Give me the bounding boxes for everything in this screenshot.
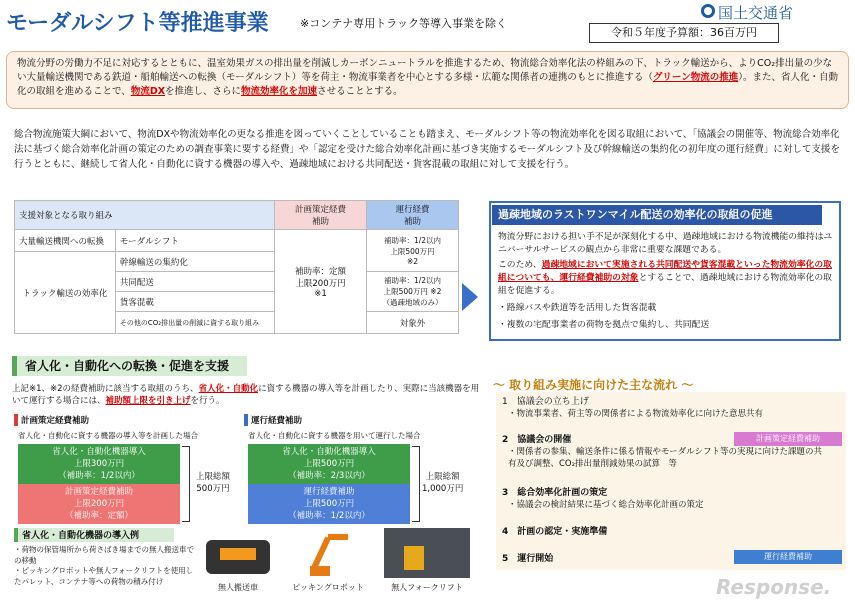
- table-header-target: 支援対象となる取り組み: [15, 201, 275, 230]
- forklift-image: [384, 528, 470, 578]
- last-mile-text: とすることで、過疎地域における物流効率化の取組を促進する。: [498, 273, 832, 296]
- last-mile-p1: 物流分野における担い手不足が深刻化する中、過疎地域における物流機能の維持はユニバーサルサービスの観点から非常に重要な課題である。: [498, 232, 833, 255]
- caption-agv: 無人搬送車: [218, 583, 258, 592]
- flow-step-1-desc: ・物流事業者、荷主等の関係者による物流効率化に向けた意思共有: [508, 409, 764, 419]
- flow-step-1: 1 協議会の立ち上げ: [502, 397, 589, 407]
- plan-total: 上限総額 500万円: [196, 472, 231, 494]
- example-item: ・荷物の保管場所から荷さばき場までの無人搬送車での移動: [14, 545, 194, 565]
- intro-green: グリーン物流の推進: [652, 72, 739, 83]
- table-cell: モーダルシフト: [115, 230, 274, 252]
- last-mile-red: 過疎地域において実施される共同配送や貨客混載といった物流効率化の取組についても、運行経費補助の対象: [498, 260, 832, 283]
- table-cell: その他のCO₂排出量の削減に資する取り組み: [115, 312, 274, 334]
- table-cell: 共同配送: [115, 272, 274, 292]
- op-desc: 省人化・自動化に資する機器を用いて運行した場合: [248, 431, 421, 440]
- plan-green-box: 省人化・自動化機器導入 上限300万円 （補助率：1/2以内）: [18, 444, 180, 484]
- op-green-box: 省人化・自動化機器導入 上限500万円 （補助率：2/3以内）: [248, 444, 410, 484]
- op-blue-box: 運行経費補助 上限500万円 （補助率：1/2以内）: [248, 484, 410, 524]
- caption-forklift: 無人フォークリフト: [391, 583, 463, 592]
- flow-step-5: 5 運行開始: [502, 554, 554, 564]
- automation-text-part: に資する機器の導入等を計画したり、実際に当該機器を用いて運行する場合には、: [12, 384, 480, 406]
- table-cell: 幹線輸送の集約化: [115, 252, 274, 272]
- overview-paragraph: 総合物流施策大綱において、物流DXや物流効率化の更なる推進を図っていくことしていることも踏まえ、モーダルシフト等の物流効率化を図る取組において、「協議会の開催等、物流総合効率化法に基づく総合効率化計画の策定のための調査事業に要する経費」や「認定を受けた総合効率化計画に基づき実施するモーダルシフト及び幹線輸送の集約化の初年度の運行経費」に対して支援を行うとともに、継続して省人化・自動化に資する機器の導入や、過疎地域における共同配送・貨客混載の取組に対して支援を行う。: [14, 129, 840, 170]
- last-mile-title: 過疎地域のラストワンマイル配送の効率化の取組の促進: [492, 205, 822, 225]
- agv-image: [206, 540, 270, 574]
- table-header-op: 運行経費 補助: [367, 201, 459, 230]
- table-cell: トラック輸送の効率化: [15, 252, 116, 334]
- flow-step-2: 2 協議会の開催: [502, 435, 572, 445]
- pill-op: 運行経費補助: [734, 550, 842, 564]
- automation-red: 補助額上限を引き上げ: [105, 396, 191, 406]
- intro-text: ）。また、省人化・自動化の取組を進めることで、: [17, 72, 838, 97]
- table-cell: 貨客混載: [115, 292, 274, 312]
- arrow-right-icon: [462, 283, 478, 311]
- intro-dx: 物流DX: [130, 86, 166, 97]
- intro-box: [6, 51, 849, 109]
- subtitle-note: ※コンテナ専用トラック等導入事業を除く: [300, 17, 507, 30]
- examples-title: 省人化・自動化機器の導入例: [14, 528, 174, 542]
- intro-text: させることとする。: [317, 86, 403, 97]
- flow-step-3-desc: ・協議会の検討結果に基づく総合効率化計画の策定: [508, 500, 704, 510]
- last-mile-bullet: ・路線バスや鉄道等を活用した貨客混載: [498, 303, 657, 313]
- intro-eff: 物流効率化を加速: [241, 86, 318, 97]
- table-cell-plan: 補助率：定額 上限200万円 ※1: [275, 230, 367, 334]
- page-title: モーダルシフト等推進事業: [6, 11, 269, 36]
- flow-step-2-desc: ・関係者の参集、輸送条件に係る情報やモーダルシフト等の実現に向けた課題の共有及び調整、CO₂排出量削減効果の試算 等: [508, 447, 822, 469]
- table-cell-op2: 補助率：1/2以内 上限500万円 ※2 （過疎地域のみ）: [367, 272, 459, 312]
- intro-text: を推進し、さらに: [165, 86, 242, 97]
- table-cell-op1: 補助率：1/2以内 上限500万円 ※2: [367, 230, 459, 272]
- caption-robot: ピッキングロボット: [292, 583, 364, 592]
- automation-title: 省人化・自動化への転換・促進を支援: [12, 356, 247, 376]
- pill-plan: 計画策定経費補助: [734, 432, 842, 446]
- op-tag: 運行経費補助: [244, 414, 302, 426]
- table-cell: 大量輸送機関への転換: [15, 230, 116, 252]
- examples-text: [14, 545, 199, 587]
- last-mile-body: [498, 231, 834, 332]
- automation-text-part: 上記※1、※2の経費補助に該当する取組のうち、: [12, 384, 199, 394]
- bracket: [412, 446, 420, 522]
- table-header-plan: 計画策定経費 補助: [275, 201, 367, 230]
- bracket: [182, 446, 190, 522]
- flow-step-4: 4 計画の認定・実施準備: [502, 527, 608, 537]
- automation-text: [12, 383, 482, 407]
- watermark: Response.: [716, 575, 832, 599]
- automation-text-part: を行う。: [190, 396, 225, 406]
- flow-step-3: 3 総合効率化計画の策定: [502, 488, 608, 498]
- ministry-logo-icon: [701, 4, 715, 18]
- picking-robot-image: [306, 530, 350, 576]
- flow-panel: [496, 392, 846, 570]
- plan-red-box: 計画策定経費補助 上限200万円 （補助率：定額）: [18, 484, 180, 524]
- support-table: [14, 200, 459, 334]
- ministry-name: 国土交通省: [718, 4, 794, 22]
- table-cell-op3: 対象外: [367, 312, 459, 334]
- example-item: ・ピッキングロボットや無人フォークリフトを使用したパレット、コンテナ等への荷物の積み付け: [14, 566, 194, 586]
- op-total: 上限総額 1,000万円: [422, 472, 464, 494]
- flow-title: ～ 取り組み実施に向けた主な流れ ～: [493, 378, 694, 392]
- automation-red: 省人化・自動化: [198, 384, 259, 394]
- plan-tag: 計画策定経費補助: [14, 414, 89, 426]
- budget-box: 令和５年度予算額：36百万円: [589, 23, 779, 43]
- intro-text: 物流分野の労働力不足に対応するとともに、温室効果ガスの排出量を削減しカーボンニュートラルを推進するため、物流総合効率化法の枠組みの下、トラック輸送から、よりCO₂排出量の少ない大量輸送機関である鉄道・船舶輸送への転換（モーダルシフト）等を荷主・物流事業者を中心とする多様・広範な関係者の連携のもとに推進する（: [17, 58, 833, 83]
- last-mile-text: このため、: [498, 260, 542, 270]
- plan-desc: 省人化・自動化に資する機器の導入等を計画した場合: [18, 431, 198, 440]
- last-mile-bullet: ・複数の宅配事業者の荷物を拠点で集約し、共同配送: [498, 320, 710, 330]
